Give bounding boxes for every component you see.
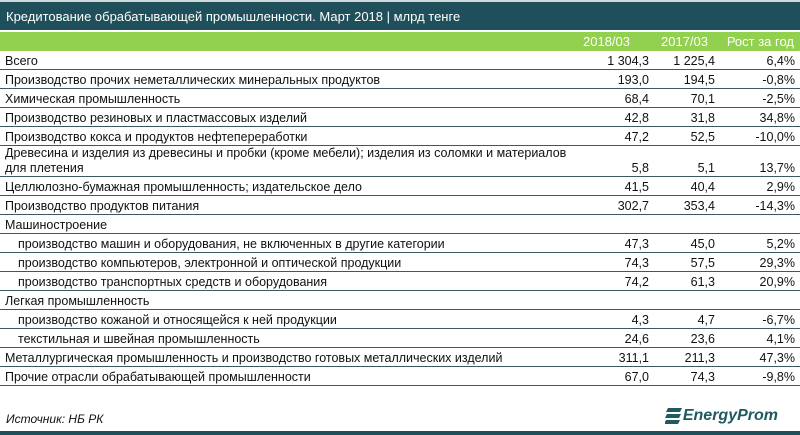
row-label: Прочие отрасли обрабатывающей промышленности	[0, 367, 592, 386]
growth-value: 13,7%	[720, 146, 800, 177]
table-row	[0, 70, 800, 89]
growth-value: -9,8%	[720, 367, 800, 386]
logo-icon	[665, 407, 683, 425]
growth-value	[720, 215, 800, 234]
table-row	[0, 253, 800, 272]
growth-value	[720, 291, 800, 310]
growth-value: 2,9%	[720, 177, 800, 196]
value-2017: 194,5	[654, 70, 720, 89]
value-2017: 5,1	[654, 146, 720, 177]
table-row	[0, 108, 800, 127]
value-2018: 4,3	[592, 310, 654, 329]
value-2017: 31,8	[654, 108, 720, 127]
value-2017: 353,4	[654, 196, 720, 215]
growth-value: 4,1%	[720, 329, 800, 348]
value-2017: 1 225,4	[654, 51, 720, 70]
row-label: Производство продуктов питания	[0, 196, 592, 215]
value-2018: 67,0	[592, 367, 654, 386]
value-2018: 311,1	[592, 348, 654, 367]
value-2018: 47,3	[592, 234, 654, 253]
row-label: производство транспортных средств и оборудования	[0, 272, 592, 291]
table-row	[0, 177, 800, 196]
value-2017: 40,4	[654, 177, 720, 196]
value-2017: 211,3	[654, 348, 720, 367]
value-2018: 41,5	[592, 177, 654, 196]
table-row	[0, 234, 800, 253]
growth-value: -0,8%	[720, 70, 800, 89]
value-2018	[592, 215, 654, 234]
value-2017	[654, 215, 720, 234]
value-2018: 74,3	[592, 253, 654, 272]
row-label: Химическая промышленность	[0, 89, 592, 108]
growth-value: 6,4%	[720, 51, 800, 70]
value-2017: 61,3	[654, 272, 720, 291]
column-header-2017: 2017/03	[661, 34, 708, 49]
value-2018: 24,6	[592, 329, 654, 348]
growth-value: 47,3%	[720, 348, 800, 367]
table-row	[0, 196, 800, 215]
row-label: производство компьютеров, электронной и оптической продукции	[0, 253, 592, 272]
row-label: Легкая промышленность	[0, 291, 592, 310]
value-2018: 47,2	[592, 127, 654, 146]
value-2018	[592, 291, 654, 310]
value-2018: 302,7	[592, 196, 654, 215]
value-2018: 74,2	[592, 272, 654, 291]
table-row	[0, 215, 800, 234]
value-2017: 23,6	[654, 329, 720, 348]
growth-value: 34,8%	[720, 108, 800, 127]
bottom-bar	[0, 431, 800, 435]
value-2018: 68,4	[592, 89, 654, 108]
value-2017: 57,5	[654, 253, 720, 272]
row-label: Производство кокса и продуктов нефтепереработки	[0, 127, 592, 146]
table-row	[0, 272, 800, 291]
value-2017: 4,7	[654, 310, 720, 329]
row-label: производство машин и оборудования, не включенных в другие категории	[0, 234, 592, 253]
source-note: Источник: НБ РК	[6, 412, 104, 426]
value-2018: 5,8	[592, 146, 654, 177]
data-table	[0, 51, 800, 386]
growth-value: 29,3%	[720, 253, 800, 272]
row-label: Древесина и изделия из древесины и пробки (кроме мебели); изделия из соломки и материалов для плетения	[0, 146, 592, 177]
row-label: Всего	[0, 51, 592, 70]
value-2017: 52,5	[654, 127, 720, 146]
growth-value: -2,5%	[720, 89, 800, 108]
row-label: Производство прочих неметаллических минеральных продуктов	[0, 70, 592, 89]
value-2018: 1 304,3	[592, 51, 654, 70]
column-header-growth: Рост за год	[726, 34, 794, 49]
table-row	[0, 367, 800, 386]
table-row	[0, 329, 800, 348]
column-header-row	[0, 32, 800, 51]
growth-value: 5,2%	[720, 234, 800, 253]
energyprom-logo	[665, 407, 778, 425]
row-label: производство кожаной и относящейся к ней продукции	[0, 310, 592, 329]
table-row	[0, 51, 800, 70]
table-row	[0, 291, 800, 310]
table-row	[0, 146, 800, 177]
table-row	[0, 127, 800, 146]
row-label: текстильная и швейная промышленность	[0, 329, 592, 348]
logo-text: EnergyProm	[682, 407, 778, 424]
column-header-2018: 2018/03	[583, 34, 630, 49]
row-label: Металлургическая промышленность и производство готовых металлических изделий	[0, 348, 592, 367]
table-row	[0, 310, 800, 329]
growth-value: -6,7%	[720, 310, 800, 329]
growth-value: -14,3%	[720, 196, 800, 215]
growth-value: -10,0%	[720, 127, 800, 146]
value-2018: 42,8	[592, 108, 654, 127]
value-2017: 74,3	[654, 367, 720, 386]
value-2017: 70,1	[654, 89, 720, 108]
value-2017	[654, 291, 720, 310]
value-2017: 45,0	[654, 234, 720, 253]
table-title: Кредитование обрабатывающей промышленности. Март 2018 | млрд тенге	[0, 0, 800, 30]
growth-value: 20,9%	[720, 272, 800, 291]
row-label: Целлюлозно-бумажная промышленность; издательское дело	[0, 177, 592, 196]
row-label: Производство резиновых и пластмассовых изделий	[0, 108, 592, 127]
row-label: Машиностроение	[0, 215, 592, 234]
table-row	[0, 89, 800, 108]
table-row	[0, 348, 800, 367]
value-2018: 193,0	[592, 70, 654, 89]
